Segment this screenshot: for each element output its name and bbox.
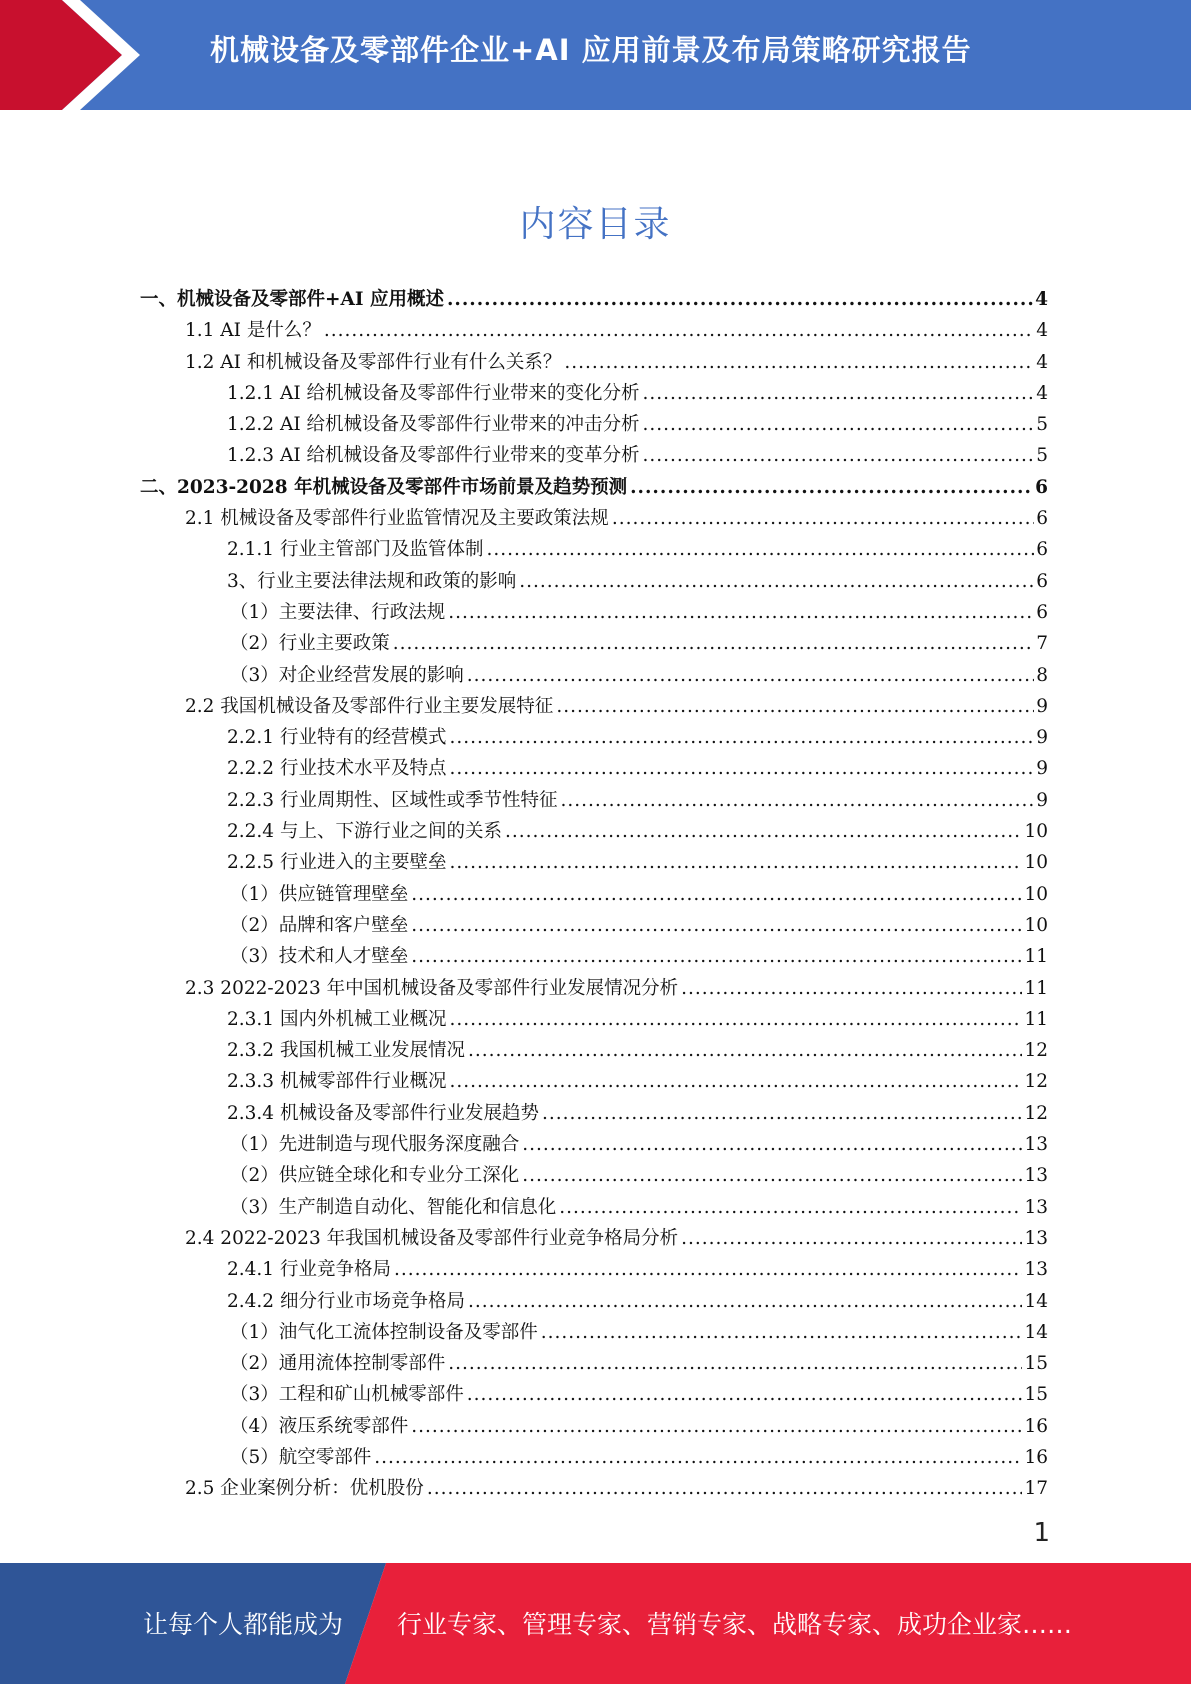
toc-entry[interactable] <box>140 1442 1048 1473</box>
toc-entry-page: 4 <box>1036 382 1048 404</box>
toc-entry-label: （1）油气化工流体控制设备及零部件 <box>230 1321 538 1343</box>
footer-slogan-right: 行业专家、管理专家、营销专家、战略专家、成功企业家…… <box>397 1610 1073 1639</box>
toc-entry[interactable] <box>140 1035 1048 1066</box>
toc-entry-label: 1.1 AI 是什么？ <box>185 320 321 342</box>
toc-entry[interactable] <box>140 816 1048 847</box>
toc-entry[interactable] <box>140 941 1048 972</box>
toc-entry-label: （2）供应链全球化和专业分工深化 <box>230 1165 520 1187</box>
toc-dot-leader <box>643 378 1035 409</box>
toc-entry-page: 11 <box>1024 1008 1048 1030</box>
toc-entry[interactable] <box>140 503 1048 534</box>
toc-entry-label: 2.4 2022-2023 年我国机械设备及零部件行业竞争格局分析 <box>185 1227 679 1249</box>
toc-entry[interactable] <box>140 1379 1048 1410</box>
toc-entry-page: 12 <box>1024 1040 1048 1062</box>
toc-entry[interactable] <box>140 847 1048 878</box>
toc-entry-label: 2.3.1 国内外机械工业概况 <box>227 1008 447 1030</box>
toc-entry-label: 1.2.3 AI 给机械设备及零部件行业带来的变革分析 <box>227 445 640 467</box>
toc-entry[interactable] <box>140 910 1048 941</box>
toc-entry[interactable] <box>140 1066 1048 1097</box>
toc-entry-page: 5 <box>1036 445 1048 467</box>
toc-entry-label: 2.4.1 行业竞争格局 <box>227 1259 391 1281</box>
toc-entry-label: （5）航空零部件 <box>230 1446 372 1468</box>
report-header-band <box>0 0 1191 110</box>
toc-entry-label: 1.2 AI 和机械设备及零部件行业有什么关系？ <box>185 351 562 373</box>
toc-dot-leader <box>643 409 1035 440</box>
toc-entry-page: 6 <box>1035 476 1048 498</box>
toc-entry-page: 10 <box>1024 914 1048 936</box>
toc-entry-label: （4）液压系统零部件 <box>230 1415 409 1437</box>
toc-entry-label: （2）通用流体控制零部件 <box>230 1353 446 1375</box>
toc-entry[interactable] <box>140 378 1048 409</box>
toc-heading: 内容目录 <box>519 204 672 245</box>
toc-dot-leader <box>556 691 1034 722</box>
toc-entry[interactable] <box>140 1254 1048 1285</box>
toc-entry-page: 6 <box>1036 539 1048 561</box>
toc-dot-leader <box>468 1035 1022 1066</box>
toc-dot-leader <box>486 534 1034 565</box>
toc-entry[interactable] <box>140 472 1048 503</box>
toc-dot-leader <box>449 722 1034 753</box>
toc-entry[interactable] <box>140 597 1048 628</box>
toc-entry-label: 2.3.3 机械零部件行业概况 <box>227 1071 447 1093</box>
toc-entry-label: 2.2.4 与上、下游行业之间的关系 <box>227 821 502 843</box>
toc-dot-leader <box>505 816 1022 847</box>
toc-entry-label: 2.2 我国机械设备及零部件行业主要发展特征 <box>185 695 554 717</box>
toc-entry[interactable] <box>140 1473 1048 1504</box>
toc-entry-page: 10 <box>1024 852 1048 874</box>
toc-entry-label: 2.1 机械设备及零部件行业监管情况及主要政策法规 <box>185 508 609 530</box>
toc-entry-page: 13 <box>1024 1227 1048 1249</box>
toc-entry-page: 10 <box>1024 883 1048 905</box>
toc-dot-leader <box>448 597 1034 628</box>
toc-entry-label: 2.5 企业案例分析：优机股份 <box>185 1478 424 1500</box>
toc-entry-label: （3）生产制造自动化、智能化和信息化 <box>230 1196 557 1218</box>
toc-entry-label: 1.2.1 AI 给机械设备及零部件行业带来的变化分析 <box>227 382 640 404</box>
header-arrow-decoration <box>0 0 160 110</box>
toc-dot-leader <box>411 879 1022 910</box>
toc-entry[interactable] <box>140 973 1048 1004</box>
toc-dot-leader <box>467 660 1034 691</box>
toc-dot-leader <box>449 847 1022 878</box>
toc-entry-label: 2.4.2 细分行业市场竞争格局 <box>227 1290 465 1312</box>
toc-entry-label: 2.1.1 行业主管部门及监管体制 <box>227 539 484 561</box>
toc-entry[interactable] <box>140 691 1048 722</box>
page-number: 1 <box>1033 1518 1050 1548</box>
toc-entry[interactable] <box>140 1192 1048 1223</box>
toc-entry[interactable] <box>140 628 1048 659</box>
toc-entry-page: 8 <box>1036 664 1048 686</box>
toc-entry-page: 15 <box>1024 1353 1048 1375</box>
toc-dot-leader <box>681 973 1022 1004</box>
toc-entry[interactable] <box>140 1317 1048 1348</box>
toc-entry-label: 一、机械设备及零部件+AI 应用概述 <box>140 289 444 310</box>
toc-entry-page: 14 <box>1024 1321 1048 1343</box>
toc-entry-page: 16 <box>1024 1415 1048 1437</box>
toc-entry-label: （1）主要法律、行政法规 <box>230 601 446 623</box>
toc-dot-leader <box>522 1129 1022 1160</box>
footer-slogan-left: 让每个人都能成为 <box>143 1610 344 1639</box>
table-of-contents <box>140 284 1048 1505</box>
toc-entry[interactable] <box>140 660 1048 691</box>
toc-entry-page: 16 <box>1024 1446 1048 1468</box>
toc-entry-page: 9 <box>1036 695 1048 717</box>
toc-dot-leader <box>468 1286 1022 1317</box>
toc-entry-label: （1）先进制造与现代服务深度融合 <box>230 1134 520 1156</box>
toc-entry-label: 1.2.2 AI 给机械设备及零部件行业带来的冲击分析 <box>227 414 640 436</box>
toc-dot-leader <box>324 315 1034 346</box>
toc-dot-leader <box>411 941 1022 972</box>
toc-entry-page: 6 <box>1036 508 1048 530</box>
toc-dot-leader <box>411 910 1022 941</box>
toc-entry[interactable] <box>140 1004 1048 1035</box>
toc-dot-leader <box>564 347 1034 378</box>
toc-entry-page: 9 <box>1036 758 1048 780</box>
toc-dot-leader <box>560 785 1034 816</box>
toc-entry-page: 11 <box>1024 946 1048 968</box>
toc-entry-page: 10 <box>1024 821 1048 843</box>
toc-entry-label: （1）供应链管理壁垒 <box>230 883 409 905</box>
toc-entry-page: 7 <box>1036 633 1048 655</box>
toc-entry[interactable] <box>140 566 1048 597</box>
toc-entry[interactable] <box>140 879 1048 910</box>
toc-entry-page: 4 <box>1036 351 1048 373</box>
toc-entry[interactable] <box>140 1098 1048 1129</box>
toc-entry[interactable] <box>140 534 1048 565</box>
toc-dot-leader <box>411 1411 1022 1442</box>
toc-entry-page: 13 <box>1024 1259 1048 1281</box>
toc-entry[interactable] <box>140 440 1048 471</box>
toc-entry-label: 2.2.1 行业特有的经营模式 <box>227 727 447 749</box>
toc-entry-label: （3）工程和矿山机械零部件 <box>230 1384 464 1406</box>
toc-entry-page: 6 <box>1036 601 1048 623</box>
toc-entry-page: 13 <box>1024 1196 1048 1218</box>
toc-dot-leader <box>393 628 1034 659</box>
toc-dot-leader <box>630 472 1033 503</box>
toc-entry-label: 2.2.2 行业技术水平及特点 <box>227 758 447 780</box>
toc-entry-page: 17 <box>1024 1478 1048 1500</box>
toc-entry-page: 9 <box>1036 727 1048 749</box>
toc-entry[interactable] <box>140 753 1048 784</box>
toc-dot-leader <box>643 440 1035 471</box>
toc-dot-leader <box>612 503 1034 534</box>
toc-entry-page: 4 <box>1036 320 1048 342</box>
toc-entry[interactable] <box>140 1160 1048 1191</box>
toc-entry-page: 14 <box>1024 1290 1048 1312</box>
report-title: 机械设备及零部件企业+AI 应用前景及布局策略研究报告 <box>210 33 972 67</box>
toc-dot-leader <box>519 566 1034 597</box>
toc-dot-leader <box>394 1254 1022 1285</box>
toc-dot-leader <box>449 1004 1022 1035</box>
toc-dot-leader <box>374 1442 1022 1473</box>
toc-entry-page: 5 <box>1036 414 1048 436</box>
toc-dot-leader <box>449 753 1034 784</box>
toc-entry[interactable] <box>140 1286 1048 1317</box>
toc-entry-page: 12 <box>1024 1102 1048 1124</box>
toc-dot-leader <box>448 1348 1022 1379</box>
toc-entry-label: （2）品牌和客户壁垒 <box>230 914 409 936</box>
toc-entry-label: （2）行业主要政策 <box>230 633 390 655</box>
toc-entry-page: 6 <box>1036 570 1048 592</box>
toc-dot-leader <box>427 1473 1023 1504</box>
toc-entry[interactable] <box>140 785 1048 816</box>
toc-entry-page: 13 <box>1024 1134 1048 1156</box>
toc-entry-label: 2.3.2 我国机械工业发展情况 <box>227 1040 465 1062</box>
toc-entry-label: 2.3 2022-2023 年中国机械设备及零部件行业发展情况分析 <box>185 977 679 999</box>
toc-entry[interactable] <box>140 722 1048 753</box>
toc-entry[interactable] <box>140 1223 1048 1254</box>
toc-entry-label: （3）技术和人才壁垒 <box>230 946 409 968</box>
toc-entry[interactable] <box>140 1129 1048 1160</box>
toc-entry-page: 15 <box>1024 1384 1048 1406</box>
toc-entry-label: 2.2.5 行业进入的主要壁垒 <box>227 852 447 874</box>
toc-entry[interactable] <box>140 409 1048 440</box>
toc-dot-leader <box>681 1223 1022 1254</box>
toc-entry[interactable] <box>140 315 1048 346</box>
toc-entry[interactable] <box>140 284 1048 315</box>
toc-entry[interactable] <box>140 1348 1048 1379</box>
toc-dot-leader <box>542 1098 1022 1129</box>
toc-dot-leader <box>467 1379 1023 1410</box>
toc-entry[interactable] <box>140 1411 1048 1442</box>
toc-dot-leader <box>559 1192 1022 1223</box>
report-footer-band <box>0 1563 1191 1684</box>
toc-dot-leader <box>541 1317 1023 1348</box>
toc-dot-leader <box>522 1160 1022 1191</box>
toc-entry-page: 12 <box>1024 1071 1048 1093</box>
toc-entry-label: 3、行业主要法律法规和政策的影响 <box>227 570 517 592</box>
toc-dot-leader <box>449 1066 1022 1097</box>
toc-entry-label: 二、2023-2028 年机械设备及零部件市场前景及趋势预测 <box>140 476 628 498</box>
toc-entry-page: 9 <box>1036 789 1048 811</box>
toc-dot-leader <box>447 284 1033 315</box>
toc-entry[interactable] <box>140 347 1048 378</box>
toc-entry-label: 2.2.3 行业周期性、区域性或季节性特征 <box>227 789 558 811</box>
toc-entry-page: 11 <box>1024 977 1048 999</box>
toc-entry-label: 2.3.4 机械设备及零部件行业发展趋势 <box>227 1102 539 1124</box>
toc-entry-page: 13 <box>1024 1165 1048 1187</box>
toc-entry-page: 4 <box>1035 289 1048 310</box>
toc-entry-label: （3）对企业经营发展的影响 <box>230 664 464 686</box>
